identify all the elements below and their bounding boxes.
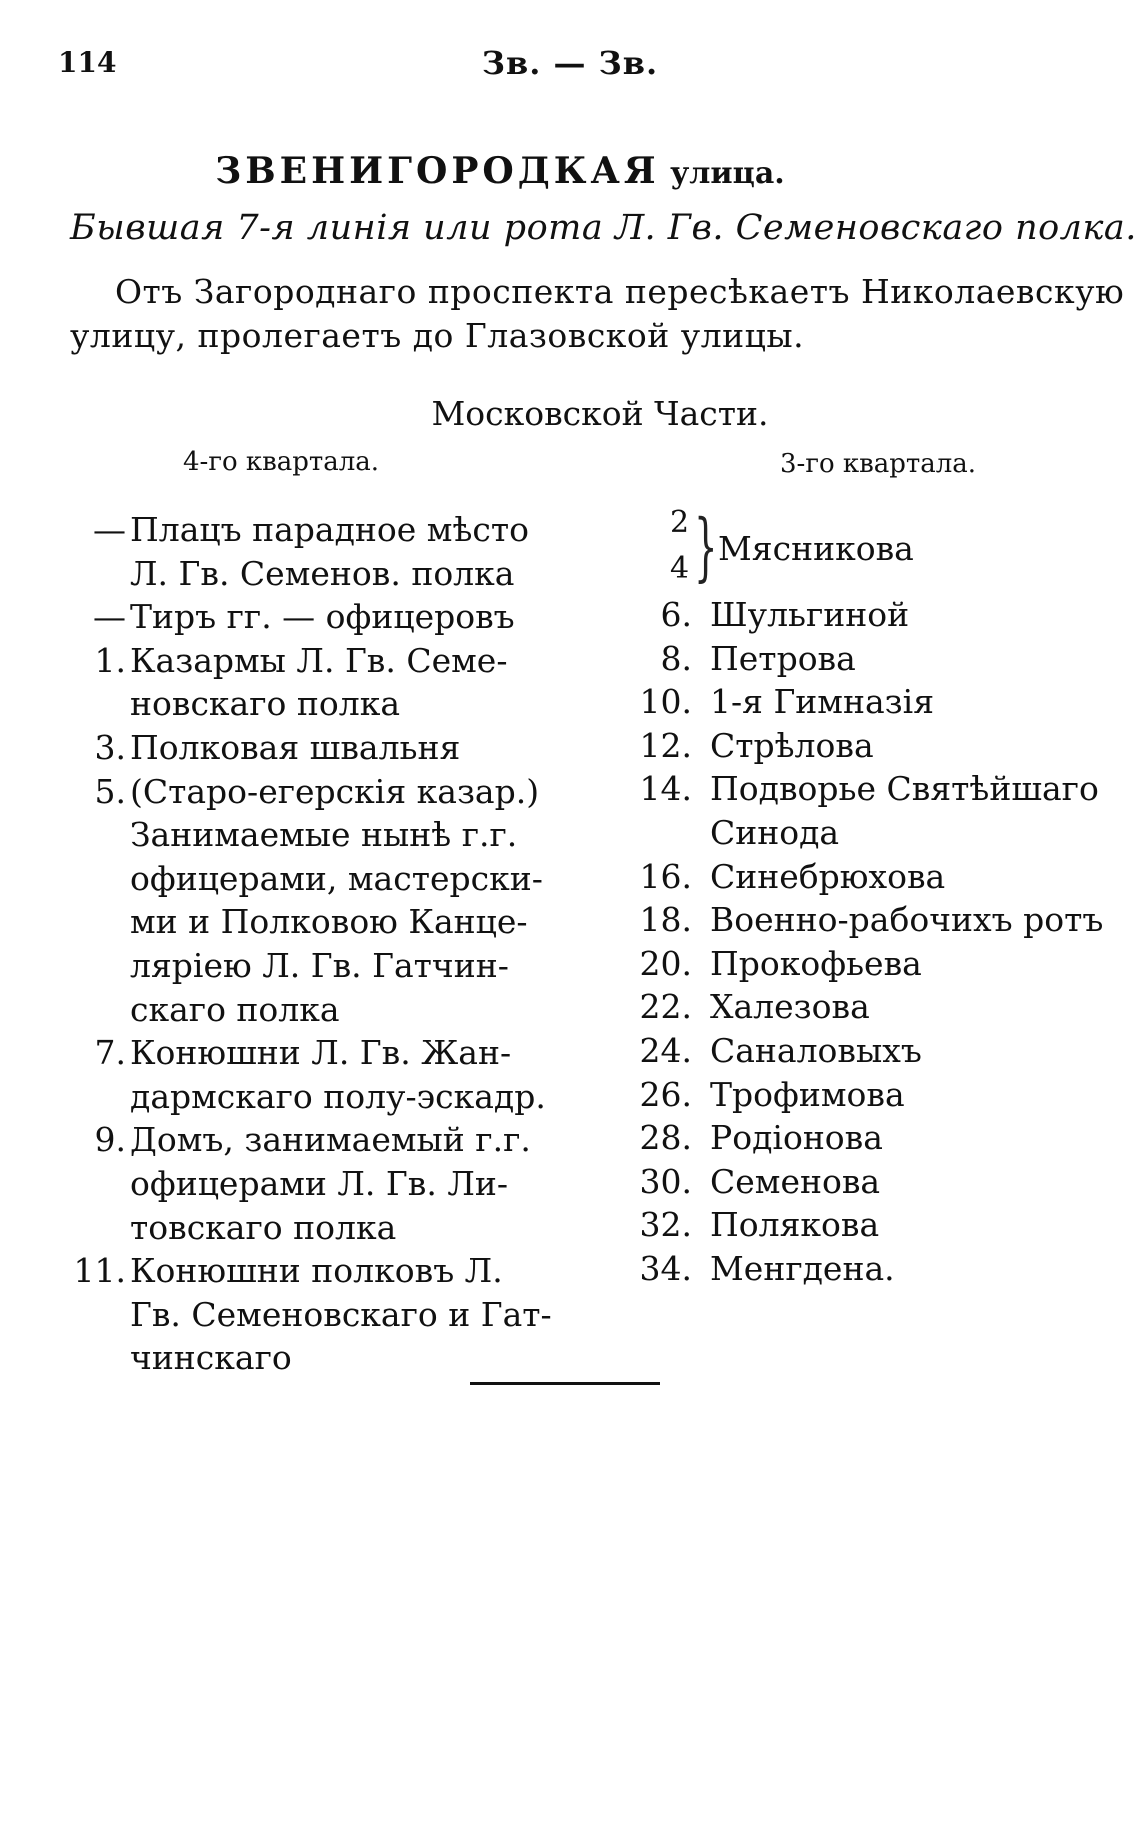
description-line-1: Отъ Загороднаго проспекта пересѣкаетъ Николаевскую [115,272,1125,311]
list-item [50,1075,550,1119]
house-number: 6. [660,595,692,634]
house-number: — [93,597,126,637]
entry-text: Подворье Святѣйшаго [710,769,1099,809]
entry-text: Казармы Л. Гв. Семе- [130,640,508,680]
list-item [610,1203,1130,1247]
brace-number-1: 2 [670,505,690,540]
entry-text: Конюшни Л. Гв. Жан- [130,1033,512,1073]
list-item [50,1206,550,1250]
list-item [50,857,550,901]
house-number: — [93,510,126,549]
list-item [610,680,1130,724]
list-item [50,1118,550,1162]
house-number: 16. [639,856,692,896]
list-item [610,1160,1130,1204]
house-number: 5. [94,771,126,811]
list-item [50,813,550,857]
list-item [610,1247,1130,1291]
entry-text: Саналовыхъ [710,1030,922,1070]
list-item [50,1031,550,1075]
house-number: 32. [639,1205,692,1245]
entry-text: Трофимова [710,1074,905,1114]
list-item [50,944,550,988]
house-number: 8. [660,638,692,678]
list-item [610,767,1130,811]
entry-text: Менгдена. [710,1248,895,1288]
entry-text: дармскаго полу-эскадр. [130,1076,546,1116]
entry-text: Семенова [710,1161,881,1201]
list-item [50,682,550,726]
list-item [610,637,1130,681]
entry-text: офицерами, мастерски- [130,858,543,898]
entry-text: Плацъ парадное мѣсто [130,510,529,549]
entry-text: Л. Гв. Семенов. полка [130,553,515,593]
section-divider [470,1382,660,1385]
house-number: 26. [639,1074,692,1114]
brace-number-2: 4 [670,551,690,586]
street-title-main: ЗВЕНИГОРОДКАЯ [215,150,660,192]
list-item [50,1336,550,1380]
house-number: 34. [639,1248,692,1288]
house-number: 24. [639,1030,692,1070]
entry-text: Халезова [710,987,870,1027]
house-number: 12. [639,725,692,765]
brace-entry [660,505,960,595]
list-item [610,942,1130,986]
list-item [50,639,550,683]
house-number: 30. [639,1161,692,1201]
house-number: 11. [73,1251,126,1291]
list-item [610,724,1130,768]
entry-text: Занимаемые нынѣ г.г. [130,815,518,855]
entry-text: Домъ, занимаемый г.г. [130,1120,531,1160]
list-item [50,1162,550,1206]
district-heading: Московской Части. [431,394,769,433]
list-item [610,985,1130,1029]
house-number: 18. [639,900,692,940]
street-title-sub: улица. [670,156,785,191]
quarter-right-heading: 3-го квартала. [780,449,977,479]
entry-text: Прокофьева [710,943,922,983]
list-item [50,726,550,770]
list-item [50,988,550,1032]
entry-text: Шульгиной [710,595,910,634]
running-head: Зв. — Зв. [481,44,659,82]
house-number: 20. [639,943,692,983]
entry-text: ляріею Л. Гв. Гатчин- [130,945,509,985]
list-item [50,770,550,814]
entry-text: чинскаго [130,1338,292,1378]
list-item [610,1029,1130,1073]
list-item [50,900,550,944]
entry-text: Полякова [710,1205,880,1245]
entry-text: офицерами Л. Гв. Ли- [130,1163,509,1203]
street-title [0,150,1000,192]
entry-text: Стрѣлова [710,725,874,765]
entry-text: скаго полка [130,989,340,1029]
page-number: 114 [58,46,117,79]
entry-text: товскаго полка [130,1207,397,1247]
entry-text: 1-я Гимназія [710,682,935,722]
entry-text: ми и Полковою Канце- [130,902,528,942]
house-number: 10. [639,682,692,722]
description-line-2: улицу, пролегаетъ до Глазовской улицы. [70,316,805,355]
entry-text: Родіонова [710,1118,883,1158]
entry-text: Петрова [710,638,856,678]
house-number: 28. [639,1118,692,1158]
right-column-list [610,593,1130,1291]
house-number: 14. [639,769,692,809]
entry-text: Конюшни полковъ Л. [130,1251,503,1291]
entry-text: Гв. Семеновскаго и Гат- [130,1294,552,1334]
entry-text: Полковая швальня [130,727,461,767]
list-item [610,1073,1130,1117]
house-number: 1. [94,640,126,680]
entry-text: Синебрюхова [710,856,946,896]
left-column-list [50,508,550,1380]
list-item [610,855,1130,899]
entry-text: Военно-рабочихъ ротъ [710,900,1104,940]
list-item [50,552,550,596]
list-item [610,811,1130,855]
entry-text: новскаго полка [130,684,400,724]
list-item [610,593,1130,637]
list-item [50,508,550,552]
entry-text: Синода [710,812,840,852]
house-number: 22. [639,987,692,1027]
list-item [610,898,1130,942]
house-number: 7. [94,1033,126,1073]
list-item [610,1116,1130,1160]
curly-brace-icon: } [694,504,718,590]
list-item [50,595,550,639]
quarter-left-heading: 4-го квартала. [183,447,380,477]
entry-text: (Старо-егерскія казар.) [130,771,540,811]
house-number: 9. [94,1120,126,1160]
brace-owner-name: Мясникова [718,529,914,568]
house-number: 3. [94,727,126,767]
list-item [50,1293,550,1337]
entry-text: Тиръ гг. — офицеровъ [130,597,515,637]
former-name: Бывшая 7-я линія или рота Л. Гв. Семеновскаго полка. [70,208,1137,248]
list-item [50,1249,550,1293]
